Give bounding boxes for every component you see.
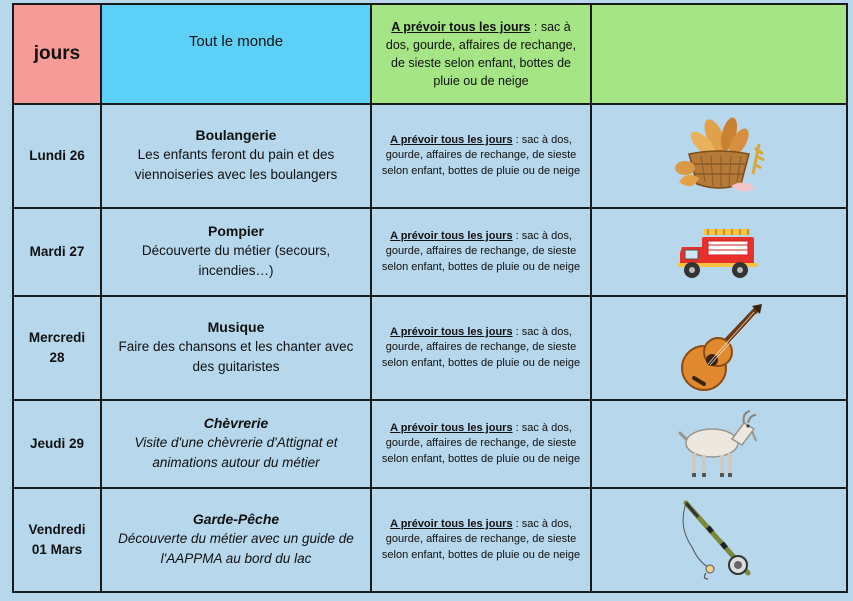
activity-cell	[101, 104, 371, 208]
activity-description: Visite d'une chèvrerie d'Attignat et animations autour du métier	[134, 435, 338, 470]
guitar-icon	[674, 302, 764, 394]
prep-text: : sac à dos, gourde, affaires de rechange, de sieste selon enfant, bottes de pluie ou de neige	[381, 133, 581, 177]
prep-text: : sac à dos, gourde, affaires de rechange, de sieste selon enfant, bottes de pluie ou de neige	[381, 229, 581, 273]
activity-cell	[101, 208, 371, 296]
prep-text: : sac à dos, gourde, affaires de rechange, de sieste selon enfant, bottes de pluie ou de neige	[385, 20, 577, 88]
activity-title: Chèvrerie	[203, 415, 269, 431]
fishing-rod-icon	[678, 497, 760, 583]
activity-description: Découverte du métier avec un guide de l'AAPPMA au bord du lac	[118, 531, 354, 566]
prep-label: A prévoir tous les jours	[390, 133, 513, 146]
prep-text: : sac à dos, gourde, affaires de rechange, de sieste selon enfant, bottes de pluie ou de neige	[381, 517, 581, 561]
prep-cell	[371, 296, 591, 400]
schedule-table	[12, 3, 848, 593]
prep-cell	[371, 400, 591, 488]
table-row	[13, 400, 847, 488]
goat-icon	[676, 409, 762, 479]
prep-label: A prévoir tous les jours	[390, 229, 513, 242]
header-days: jours	[13, 4, 101, 104]
prep-label: A prévoir tous les jours	[390, 325, 513, 338]
activity-cell	[101, 488, 371, 592]
illustration-cell	[591, 208, 847, 296]
prep-text: : sac à dos, gourde, affaires de rechange, de sieste selon enfant, bottes de pluie ou de neige	[381, 325, 581, 369]
day-cell: Mardi 27	[13, 208, 101, 296]
activity-description: Faire des chansons et les chanter avec des guitaristes	[118, 339, 354, 374]
fire-truck-icon	[678, 223, 760, 281]
activity-cell	[101, 400, 371, 488]
table-row	[13, 296, 847, 400]
header-row	[13, 4, 847, 104]
prep-cell	[371, 488, 591, 592]
prep-label: A prévoir tous les jours	[390, 517, 513, 530]
activity-title: Garde-Pêche	[192, 511, 280, 527]
prep-text: : sac à dos, gourde, affaires de rechange, de sieste selon enfant, bottes de pluie ou de neige	[381, 421, 581, 465]
header-everyone: Tout le monde	[101, 4, 371, 104]
day-cell: Lundi 26	[13, 104, 101, 208]
illustration-cell	[591, 400, 847, 488]
prep-label: A prévoir tous les jours	[390, 421, 513, 434]
activity-description: Les enfants feront du pain et des viennoiseries avec les boulangers	[134, 147, 338, 182]
day-cell: Vendredi 01 Mars	[13, 488, 101, 592]
header-prep	[371, 4, 591, 104]
table-row	[13, 104, 847, 208]
activity-description: Découverte du métier (secours, incendies…)	[141, 243, 331, 278]
activity-title: Pompier	[207, 223, 264, 239]
illustration-cell	[591, 104, 847, 208]
prep-label: A prévoir tous les jours	[391, 20, 531, 34]
illustration-cell	[591, 488, 847, 592]
illustration-cell	[591, 296, 847, 400]
activity-title: Musique	[207, 319, 265, 335]
header-illustration	[591, 4, 847, 104]
day-cell: Jeudi 29	[13, 400, 101, 488]
prep-cell	[371, 104, 591, 208]
day-cell: Mercredi 28	[13, 296, 101, 400]
bread-basket-icon	[671, 114, 767, 198]
activity-title: Boulangerie	[195, 127, 277, 143]
table-row	[13, 488, 847, 592]
activity-cell	[101, 296, 371, 400]
prep-cell	[371, 208, 591, 296]
table-row	[13, 208, 847, 296]
